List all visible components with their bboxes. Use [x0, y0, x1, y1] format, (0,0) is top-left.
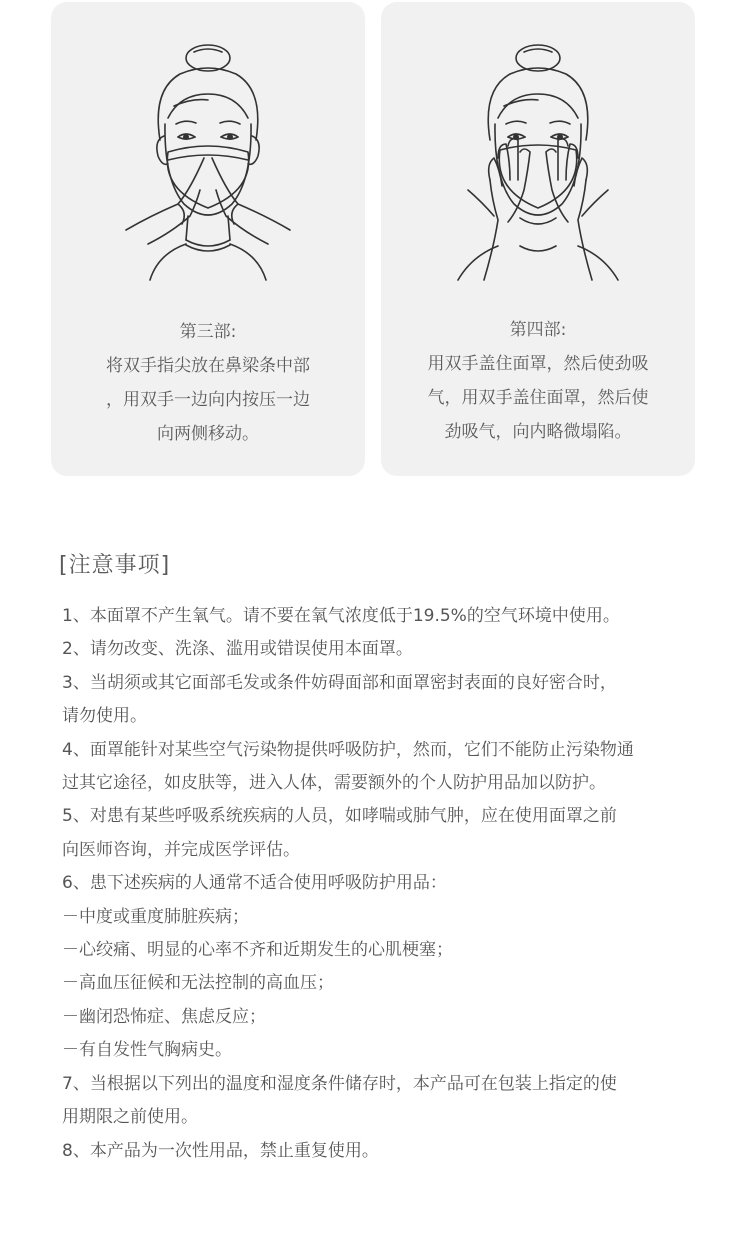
- press-nose-clip-illustration: [108, 40, 308, 285]
- step-4-line-3: 劲吸气，向内略微塌陷。: [444, 422, 632, 442]
- step-4-text: [395, 313, 681, 449]
- step-4-line-1: 用双手盖住面罩，然后使劲吸: [427, 354, 649, 374]
- cover-mask-illustration: [438, 40, 638, 285]
- note-line: －高血压征候和无法控制的高血压；: [62, 973, 334, 994]
- step-3-line-2: ，用双手一边向内按压一边: [106, 390, 310, 410]
- note-line: 4、面罩能针对某些空气污染物提供呼吸防护，然而，它们不能防止污染物通: [62, 739, 634, 760]
- step-card-3: [51, 2, 365, 476]
- note-line: －中度或重度肺脏疾病；: [62, 906, 249, 927]
- step-4-title: 第四部:: [509, 320, 567, 340]
- step-3-line-1: 将双手指尖放在鼻梁条中部: [106, 356, 310, 376]
- step-card-4: [381, 2, 695, 476]
- step-3-title: 第三部:: [179, 322, 237, 342]
- step-3-line-3: 向两侧移动。: [157, 424, 259, 444]
- notes-title: [注意事项]: [59, 553, 171, 578]
- note-line: 用期限之前使用。: [62, 1107, 198, 1128]
- note-line: 7、当根据以下列出的温度和湿度条件储存时，本产品可在包装上指定的使: [62, 1073, 617, 1094]
- note-line: 过其它途径，如皮肤等，进入人体，需要额外的个人防护用品加以防护。: [62, 773, 606, 794]
- note-line: 1、本面罩不产生氧气。请不要在氧气浓度低于19.5%的空气环境中使用。: [62, 606, 620, 626]
- note-line: 请勿使用。: [62, 706, 147, 727]
- note-line: 2、请勿改变、洗涤、滥用或错误使用本面罩。: [62, 639, 413, 660]
- note-line: －心绞痛、明显的心率不齐和近期发生的心肌梗塞；: [62, 940, 453, 961]
- notes-list: [62, 600, 712, 1168]
- note-line: 6、患下述疾病的人通常不适合使用呼吸防护用品：: [62, 873, 447, 894]
- note-line: 8、本产品为一次性用品，禁止重复使用。: [62, 1140, 379, 1161]
- step-4-line-2: 气，用双手盖住面罩，然后使: [427, 388, 649, 408]
- note-line: 3、当胡须或其它面部毛发或条件妨碍面部和面罩密封表面的良好密合时，: [62, 672, 617, 693]
- note-line: －有自发性气胸病史。: [62, 1040, 232, 1061]
- steps-cards: [51, 2, 695, 476]
- note-line: －幽闭恐怖症、焦虑反应；: [62, 1006, 266, 1027]
- note-line: 向医师咨询，并完成医学评估。: [62, 839, 300, 860]
- step-3-text: [65, 315, 351, 451]
- note-line: 5、对患有某些呼吸系统疾病的人员，如哮喘或肺气肿，应在使用面罩之前: [62, 806, 617, 827]
